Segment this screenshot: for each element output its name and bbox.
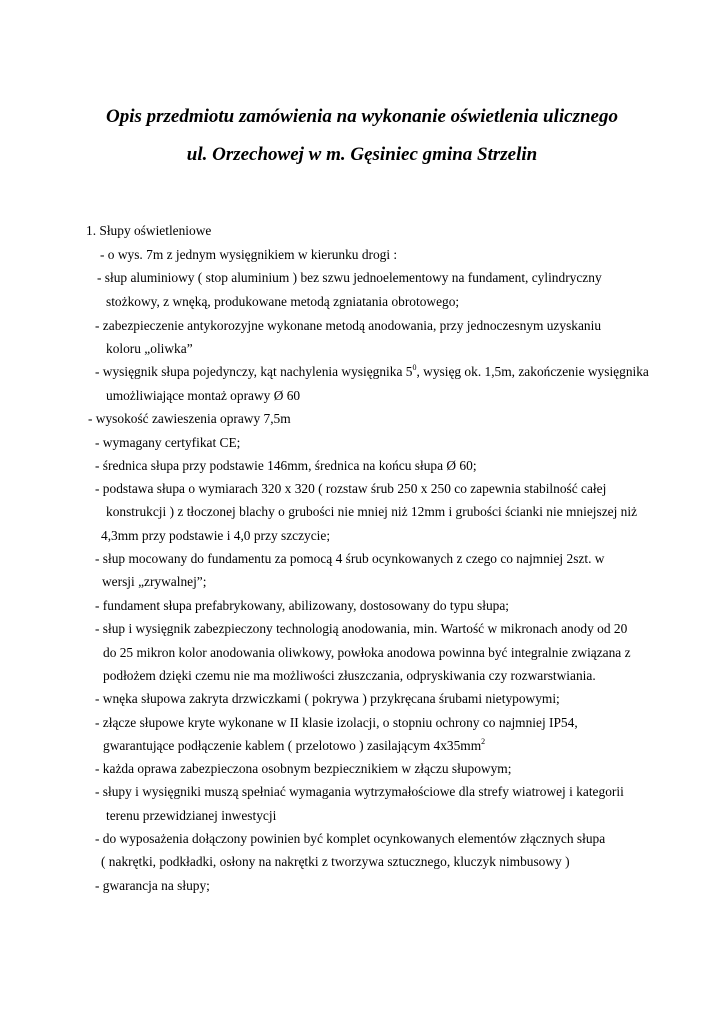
spec-line: 4,3mm przy podstawie i 4,0 przy szczycie; — [101, 528, 331, 543]
spec-line: - każda oprawa zabezpieczona osobnym bezpiecznikiem w złączu słupowym; — [95, 761, 512, 776]
spec-line: stożkowy, z wnęką, produkowane metodą zgniatania obrotowego; — [106, 294, 460, 309]
spec-line: - słup mocowany do fundamentu za pomocą 4 śrub ocynkowanych z czego co najmniej 2szt. w — [95, 551, 605, 566]
spec-line — [103, 738, 485, 754]
spec-line: - zabezpieczenie antykorozyjne wykonane metodą anodowania, przy jednoczesnym uzyskaniu — [95, 318, 602, 333]
spec-line: - fundament słupa prefabrykowany, abilizowany, dostosowany do typu słupa; — [95, 598, 510, 613]
spec-line — [95, 364, 649, 380]
spec-line: - gwarancja na słupy; — [95, 878, 210, 893]
spec-line: - podstawa słupa o wymiarach 320 x 320 ( rozstaw śrub 250 x 250 co zapewnia stabilność całej — [95, 481, 607, 496]
document-title-line-1: Opis przedmiotu zamówienia na wykonanie oświetlenia ulicznego — [105, 106, 618, 127]
superscript-squared: 2 — [481, 737, 486, 746]
spec-line: - złącze słupowe kryte wykonane w II klasie izolacji, o stopniu ochrony co najmniej IP54, — [95, 715, 578, 730]
spec-line: - wysokość zawieszenia oprawy 7,5m — [88, 411, 291, 426]
spec-line: - słup i wysięgnik zabezpieczony technologią anodowania, min. Wartość w mikronach anody od 20 — [95, 621, 628, 636]
spec-line: umożliwiające montaż oprawy Ø 60 — [106, 388, 301, 403]
spec-line: - słupy i wysięgniki muszą spełniać wymagania wytrzymałościowe dla strefy wiatrowej i kategorii — [95, 784, 624, 799]
spec-line: konstrukcji ) z tłoczonej blachy o grubości nie mniej niż 12mm i grubości ścianki nie mniejszej niż — [106, 504, 638, 519]
spec-line: do 25 mikron kolor anodowania oliwkowy, powłoka anodowa powinna być integralnie związana z — [103, 645, 631, 660]
spec-line-text: - wysięgnik słupa pojedynczy, kąt nachylenia wysięgnika 5 — [95, 364, 413, 379]
spec-line: - o wys. 7m z jednym wysięgnikiem w kierunku drogi : — [100, 247, 398, 262]
spec-line: terenu przewidzianej inwestycji — [106, 808, 277, 823]
spec-line: koloru „oliwka” — [106, 341, 193, 356]
spec-line: - słup aluminiowy ( stop aluminium ) bez szwu jednoelementowy na fundament, cylindryczny — [97, 270, 602, 285]
spec-line: - średnica słupa przy podstawie 146mm, średnica na końcu słupa Ø 60; — [95, 458, 477, 473]
document-title-line-2: ul. Orzechowej w m. Gęsiniec gmina Strzelin — [186, 144, 538, 165]
spec-line: - wymagany certyfikat CE; — [95, 435, 241, 450]
spec-line-text: gwarantujące podłączenie kablem ( przelotowo ) zasilającym 4x35mm — [103, 738, 482, 753]
superscript-degree: 0 — [412, 363, 417, 372]
spec-line: ( nakrętki, podkładki, osłony na nakrętki z tworzywa sztucznego, kluczyk nimbusowy ) — [101, 854, 570, 869]
spec-line: - do wyposażenia dołączony powinien być komplet ocynkowanych elementów złącznych słupa — [95, 831, 606, 846]
spec-line: wersji „zrywalnej”; — [102, 574, 207, 589]
spec-line: podłożem dzięki czemu nie ma możliwości złuszczania, odpryskiwania czy rozwarstwiania. — [103, 668, 596, 683]
section-heading: 1. Słupy oświetleniowe — [86, 223, 212, 238]
spec-line: - wnęka słupowa zakryta drzwiczkami ( pokrywa ) przykręcana śrubami nietypowymi; — [95, 691, 560, 706]
spec-line-text: , wysięg ok. 1,5m, zakończenie wysięgnika — [416, 364, 649, 379]
